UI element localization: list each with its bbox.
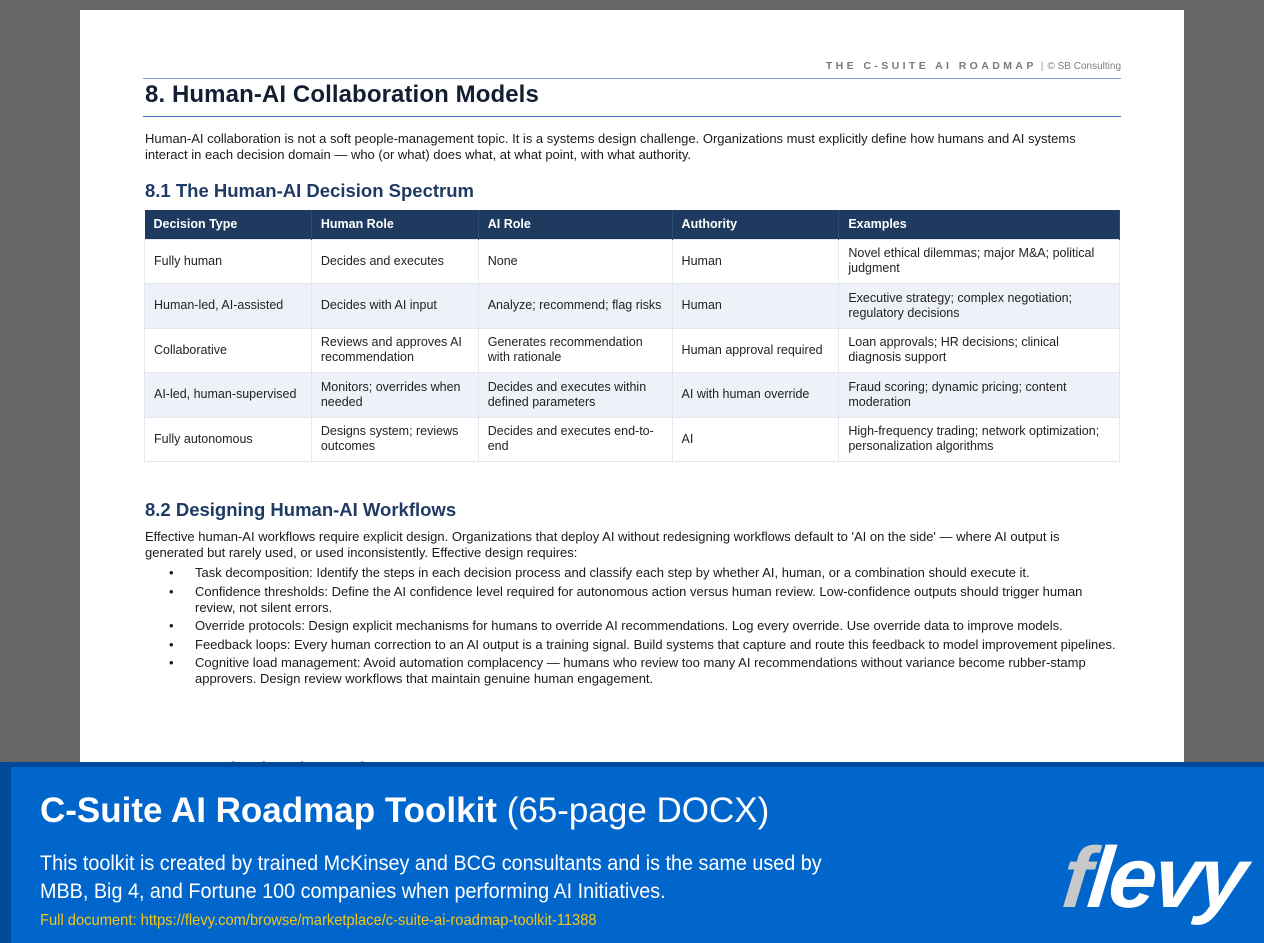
cell-examples: Loan approvals; HR decisions; clinical diagnosis support xyxy=(839,328,1120,373)
logo-letter-f: f xyxy=(1057,830,1094,926)
cell-ai-role: Analyze; recommend; flag risks xyxy=(478,284,672,329)
bullet-icon: • xyxy=(169,655,174,670)
list-item-text: Task decomposition: Identify the steps in each decision process and classify each step by whether AI, human, or a combination should execute it. xyxy=(195,565,1030,580)
logo-letters-rest: levy xyxy=(1083,830,1250,926)
cell-examples: Fraud scoring; dynamic pricing; content moderation xyxy=(839,373,1120,418)
cell-human-role: Decides with AI input xyxy=(311,284,478,329)
table-header-row xyxy=(145,210,1120,239)
cell-ai-role: Generates recommendation with rationale xyxy=(478,328,672,373)
cell-authority: Human xyxy=(672,239,839,284)
subsection-intro-8-2: Effective human-AI workflows require explicit design. Organizations that deploy AI without redesigning workflows default to 'AI on the side' — where AI output is generated but rarely used, or used inconsistently. Effective design requires: xyxy=(145,529,1060,560)
table-row xyxy=(145,373,1120,418)
banner-title xyxy=(40,791,769,831)
cell-decision-type: Fully autonomous xyxy=(145,417,312,462)
list-item xyxy=(145,565,1121,581)
list-item xyxy=(145,584,1121,616)
cell-decision-type: Collaborative xyxy=(145,328,312,373)
cell-decision-type: AI-led, human-supervised xyxy=(145,373,312,418)
subsection-title-8-2: 8.2 Designing Human-AI Workflows xyxy=(145,499,457,520)
full-document-link[interactable]: Full document: https://flevy.com/browse/marketplace/c-suite-ai-roadmap-toolkit-11388 xyxy=(40,912,597,929)
running-header xyxy=(145,60,1121,72)
table-row xyxy=(145,328,1120,373)
list-item-text: Confidence thresholds: Define the AI confidence level required for autonomous action versus human review. Low-confidence outputs should trigger human review, not silent errors. xyxy=(195,583,1083,615)
section-intro: Human-AI collaboration is not a soft people-management topic. It is a systems design challenge. Organizations must explicitly define how humans and AI systems interact in each decision domain — who (or what) does what, at what point, with what authority. xyxy=(145,131,1076,162)
cell-authority: AI xyxy=(672,417,839,462)
document-page xyxy=(80,10,1184,770)
workflow-requirements-list xyxy=(145,565,1121,690)
column-header-decision-type: Decision Type xyxy=(145,210,312,239)
bullet-icon: • xyxy=(169,618,174,633)
title-divider xyxy=(143,116,1121,117)
cell-decision-type: Fully human xyxy=(145,239,312,284)
cell-examples: High-frequency trading; network optimization; personalization algorithms xyxy=(839,417,1120,462)
cell-human-role: Designs system; reviews outcomes xyxy=(311,417,478,462)
subsection-title-8-1: 8.1 The Human-AI Decision Spectrum xyxy=(145,180,474,201)
flevy-logo[interactable] xyxy=(1057,830,1250,926)
section-title: 8. Human-AI Collaboration Models xyxy=(145,81,539,108)
banner-description: This toolkit is created by trained McKinsey and BCG consultants and is the same used by MBB, Big 4, and Fortune 100 companies when performing AI Initiatives. xyxy=(40,851,822,903)
cell-authority: Human xyxy=(672,284,839,329)
bullet-icon: • xyxy=(169,636,174,652)
banner-title-product: C-Suite AI Roadmap Toolkit xyxy=(40,791,497,830)
running-header-brand: THE C-SUITE AI ROADMAP xyxy=(825,60,1037,72)
table-row xyxy=(145,417,1120,462)
bullet-icon: • xyxy=(169,565,174,580)
list-item xyxy=(145,655,1121,687)
cell-human-role: Decides and executes xyxy=(311,239,478,284)
list-item-text: Feedback loops: Every human correction to an AI output is a training signal. Build systems that capture and route this feedback to model improvement pipelines. xyxy=(195,636,1116,652)
table-row xyxy=(145,239,1120,284)
column-header-authority: Authority xyxy=(672,210,839,239)
cell-human-role: Monitors; overrides when needed xyxy=(311,373,478,418)
promo-banner xyxy=(0,762,1264,943)
cell-decision-type: Human-led, AI-assisted xyxy=(145,284,312,329)
cell-examples: Novel ethical dilemmas; major M&A; political judgment xyxy=(839,239,1120,284)
list-item-text: Override protocols: Design explicit mechanisms for humans to override AI recommendations. Log every override. Use override data to improve models. xyxy=(195,618,1063,633)
cell-ai-role: Decides and executes end-to-end xyxy=(478,417,672,462)
cell-examples: Executive strategy; complex negotiation; regulatory decisions xyxy=(839,284,1120,329)
decision-spectrum-table xyxy=(144,210,1120,462)
list-item xyxy=(145,618,1121,634)
running-header-copyright: © SB Consulting xyxy=(1047,61,1121,72)
cell-ai-role: None xyxy=(478,239,672,284)
column-header-examples: Examples xyxy=(839,210,1120,239)
column-header-ai-role: AI Role xyxy=(478,210,672,239)
cell-authority: AI with human override xyxy=(672,373,839,418)
cell-ai-role: Decides and executes within defined parameters xyxy=(478,373,672,418)
header-divider xyxy=(143,78,1121,79)
bullet-icon: • xyxy=(169,583,174,599)
banner-title-format: (65-page DOCX) xyxy=(506,791,770,830)
cell-human-role: Reviews and approves AI recommendation xyxy=(311,328,478,373)
cell-authority: Human approval required xyxy=(672,328,839,373)
list-item xyxy=(145,637,1121,653)
running-header-separator: | xyxy=(1040,60,1044,72)
column-header-human-role: Human Role xyxy=(311,210,478,239)
list-item-text: Cognitive load management: Avoid automation complacency — humans who review too many AI recommendations without variance become rubber-stamp approvers. Design review workflows that maintain genuine human engagement. xyxy=(195,655,1086,686)
table-row xyxy=(145,284,1120,329)
